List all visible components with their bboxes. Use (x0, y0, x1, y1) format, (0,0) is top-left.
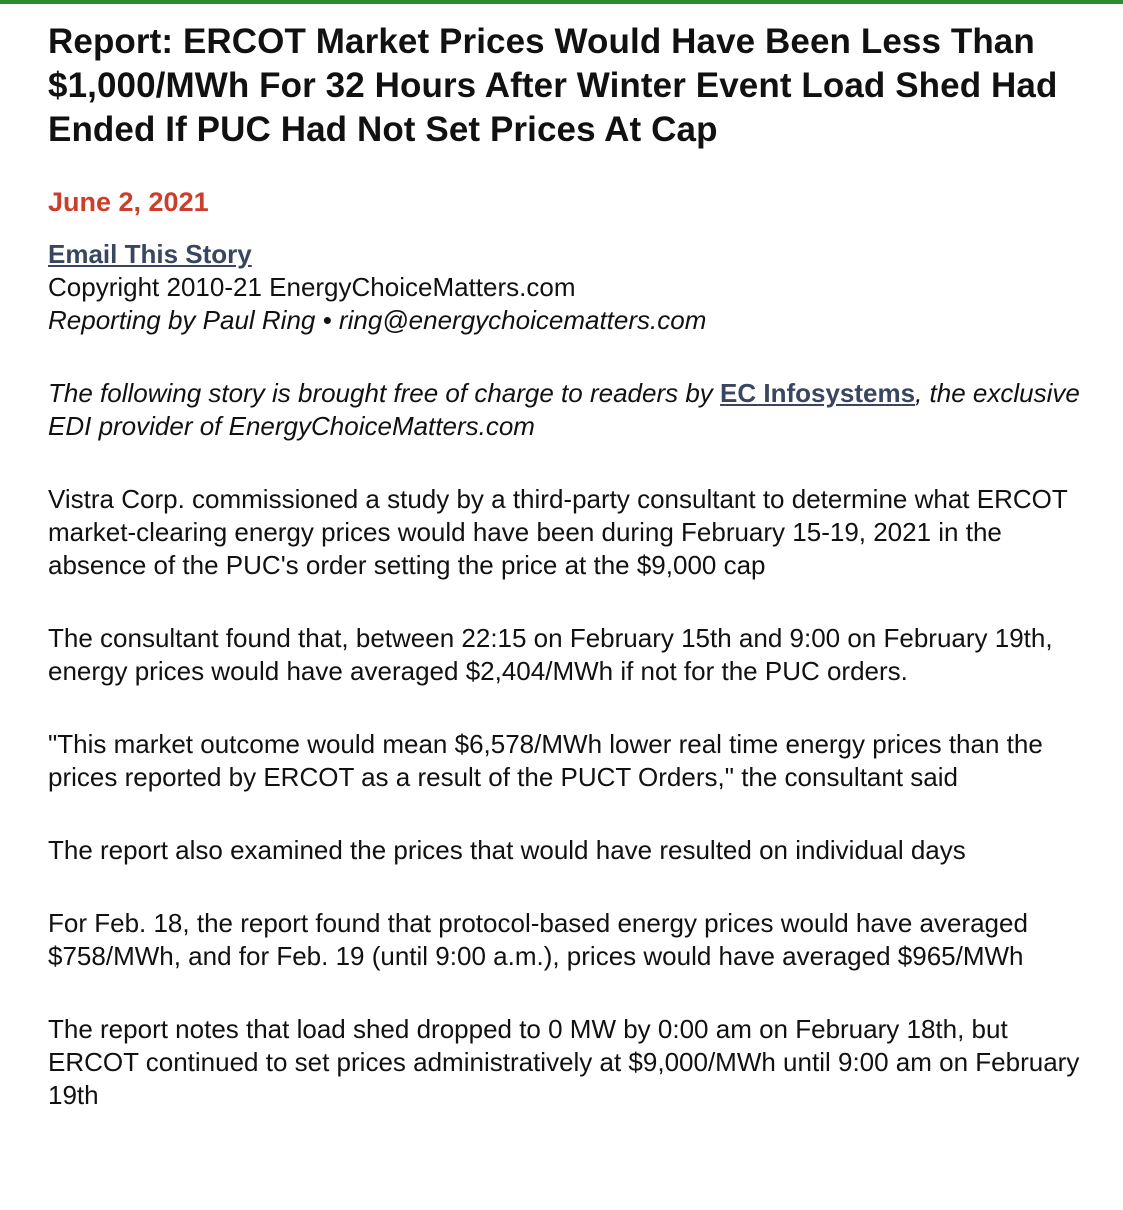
email-story-link[interactable]: Email This Story (48, 239, 252, 269)
body-paragraph-4: The report also examined the prices that would have resulted on individual days (48, 835, 966, 865)
body-paragraph-5: For Feb. 18, the report found that protocol-based energy prices would have averaged $758/MWh, and for Feb. 19 (until 9:00 a.m.), prices would have averaged $965/MWh (48, 908, 1028, 971)
body-paragraph-2: The consultant found that, between 22:15 on February 15th and 9:00 on February 19th, energy prices would have averaged $2,404/MWh if not for the PUC orders. (48, 623, 1053, 686)
copyright-text: Copyright 2010-21 EnergyChoiceMatters.com (48, 272, 576, 302)
sponsor-text-before: The following story is brought free of charge to readers by (48, 378, 721, 408)
body-paragraph-3: "This market outcome would mean $6,578/MWh lower real time energy prices than the prices reported by ERCOT as a result of the PUCT Orders," the consultant said (48, 729, 1043, 792)
article-meta (48, 238, 1098, 337)
byline: Reporting by Paul Ring • ring@energychoicematters.com (48, 305, 707, 335)
body-paragraph-6: The report notes that load shed dropped to 0 MW by 0:00 am on February 18th, but ERCOT continued to set prices administratively at $9,000/MWh until 9:00 am on February 19th (48, 1014, 1080, 1110)
article (48, 20, 1098, 1112)
sponsor-text-after: , the exclusive EDI provider of EnergyChoiceMatters.com (48, 378, 1080, 441)
body-paragraph-1: Vistra Corp. commissioned a study by a third-party consultant to determine what ERCOT market-clearing energy prices would have been during February 15-19, 2021 in the absence of the PUC's order setting the price at the $9,000 cap (48, 484, 1068, 580)
article-date: June 2, 2021 (48, 187, 209, 217)
sponsor-note (48, 377, 1098, 443)
article-headline: Report: ERCOT Market Prices Would Have Been Less Than $1,000/MWh For 32 Hours After Winter Event Load Shed Had Ended If PUC Had Not Set Prices At Cap (48, 22, 1058, 149)
top-accent-bar (0, 0, 1123, 4)
ec-infosystems-link[interactable]: EC Infosystems (720, 378, 916, 408)
